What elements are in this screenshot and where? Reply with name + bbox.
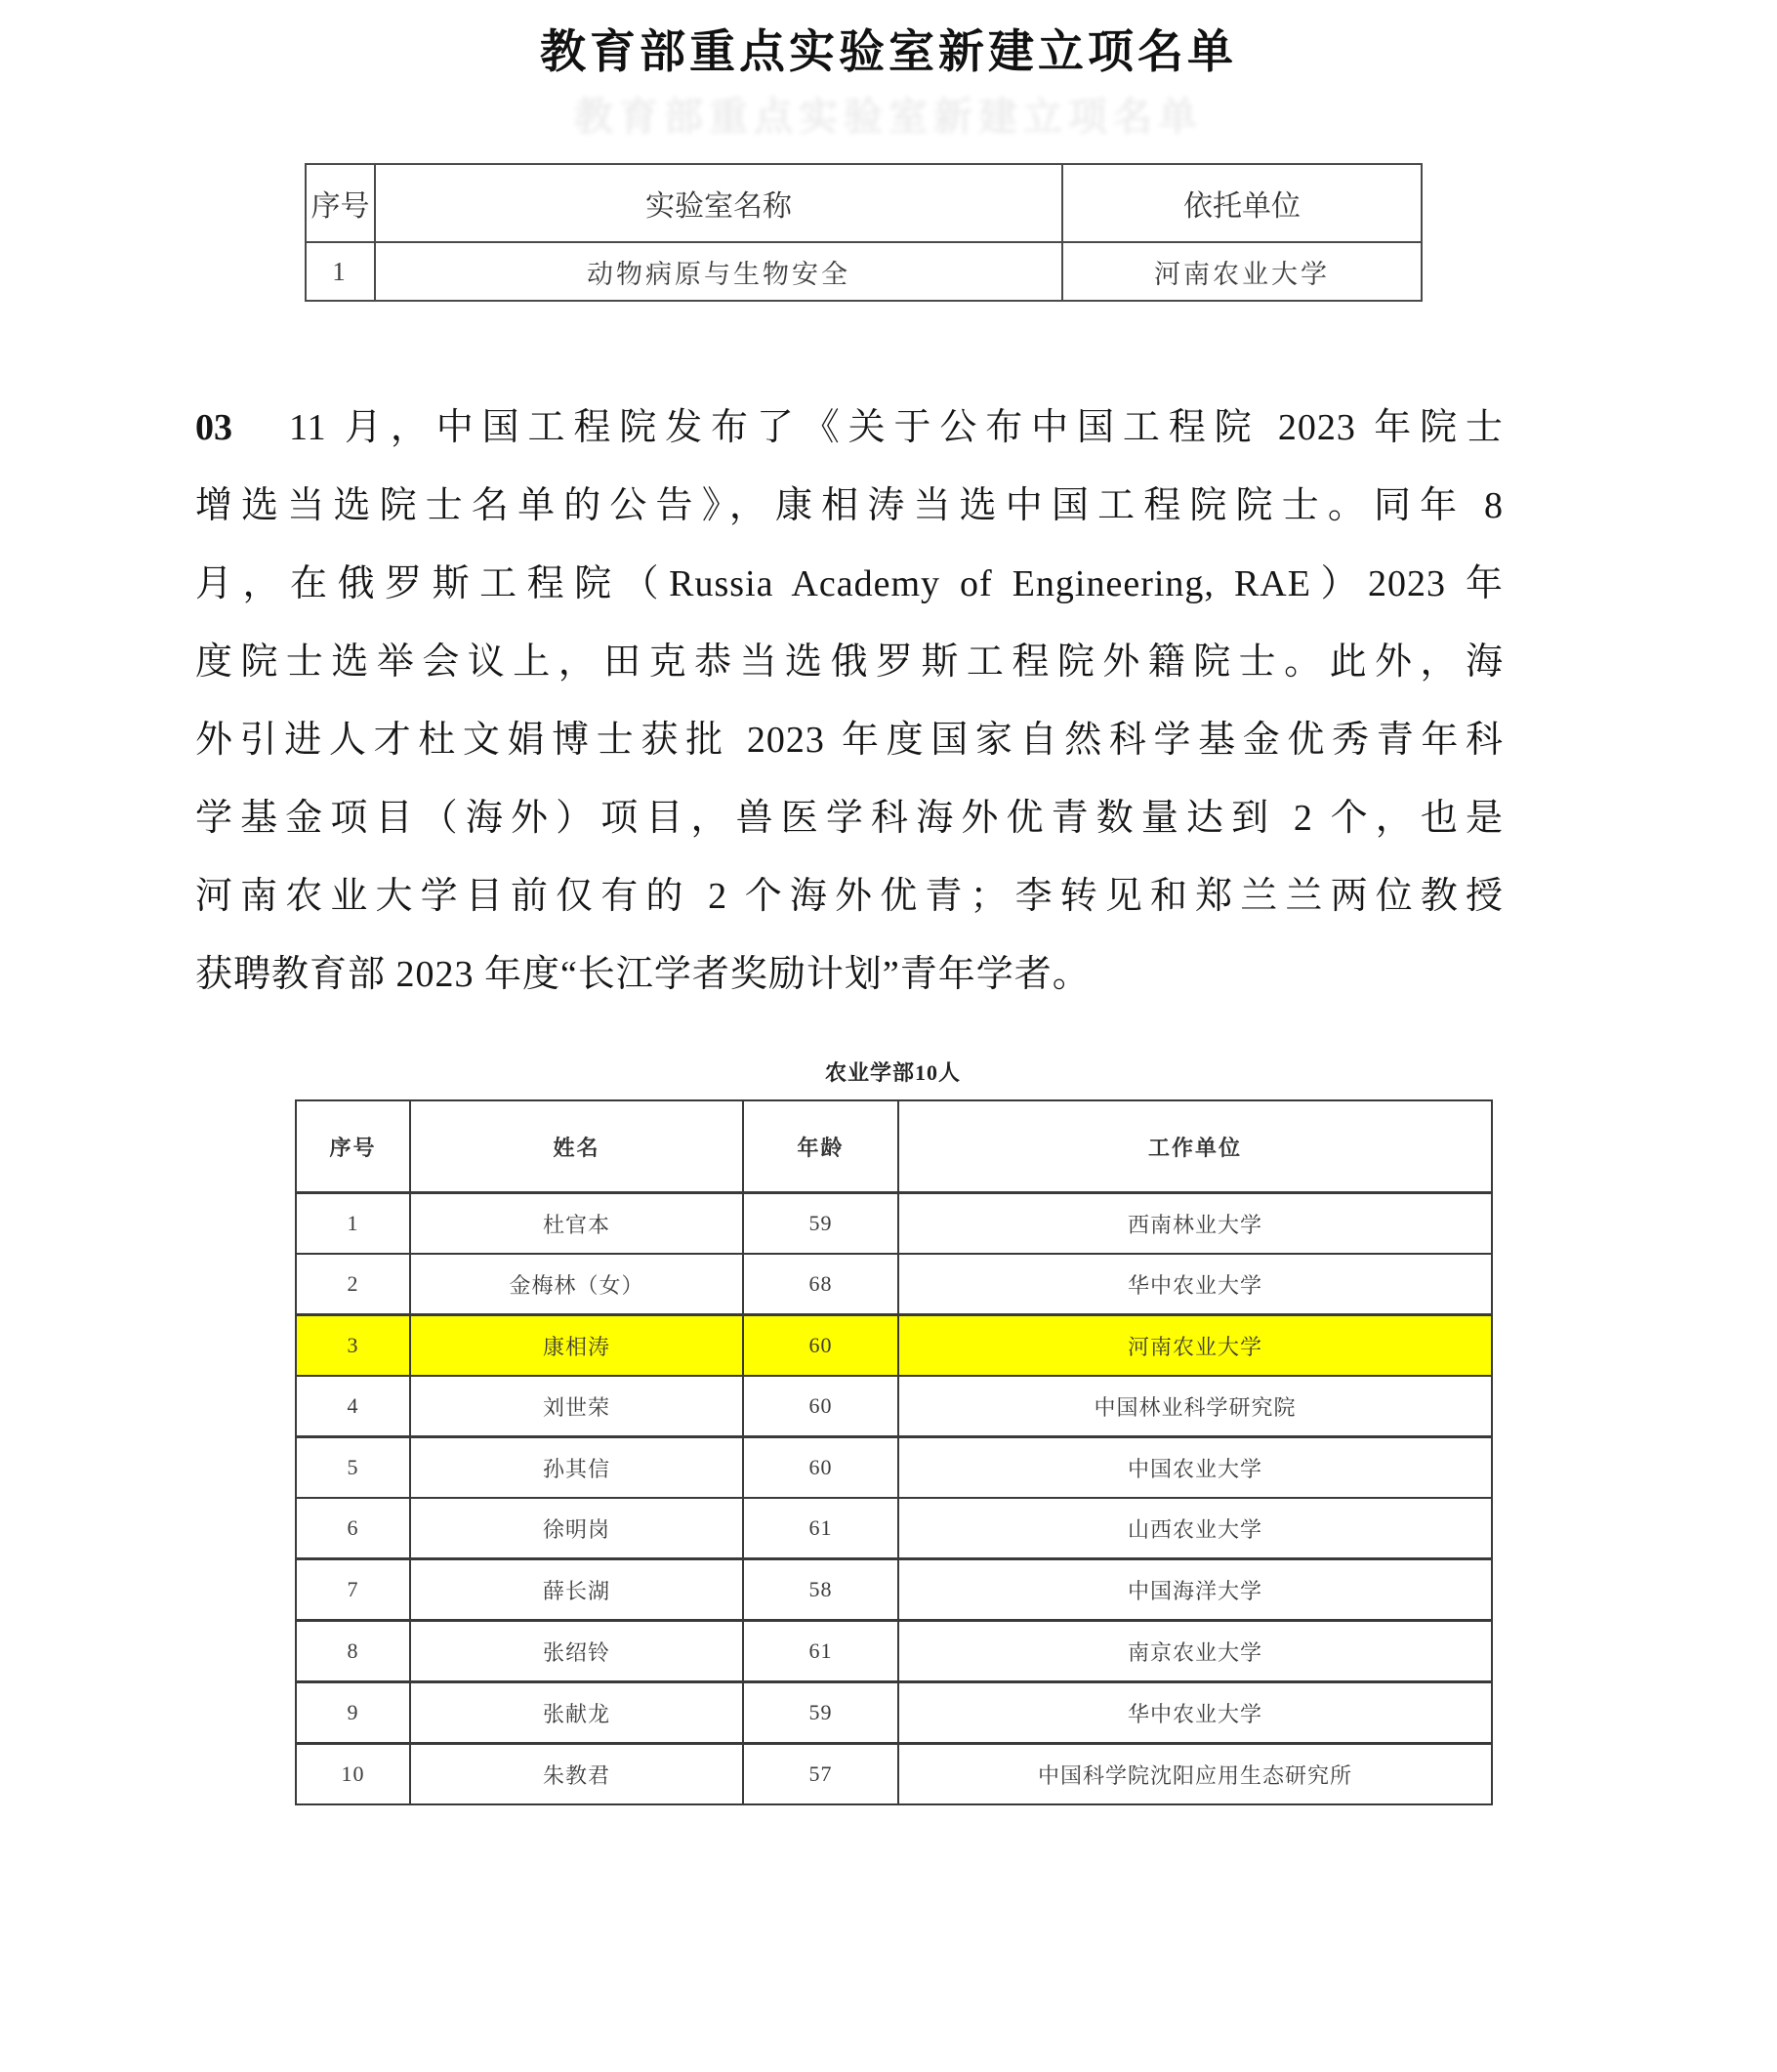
- members-header-age: 年龄: [743, 1100, 898, 1193]
- cell-no: 10: [296, 1744, 410, 1805]
- page-title: 教育部重点实验室新建立项名单: [540, 25, 1237, 77]
- body-paragraph: [195, 389, 1504, 1014]
- table-row: [296, 1744, 1492, 1805]
- members-header-row: [296, 1100, 1492, 1193]
- lab-cell-name: 动物病原与生物安全: [375, 242, 1062, 301]
- members-table-caption: 农业学部10人: [824, 1060, 961, 1085]
- paragraph-line: 度院士选举会议上，田克恭当选俄罗斯工程院外籍院士。此外，海: [195, 642, 1504, 683]
- section-number: 03: [195, 407, 232, 448]
- table-row: [296, 1621, 1492, 1682]
- cell-age: 57: [743, 1744, 898, 1805]
- cell-age: 58: [743, 1559, 898, 1621]
- paragraph-text: 11 月，中国工程院发布了《关于公布中国工程院 2023 年院士: [289, 407, 1504, 448]
- cell-age: 61: [743, 1498, 898, 1559]
- paragraph-line: 河南农业大学目前仅有的 2 个海外优青；李转见和郑兰兰两位教授: [195, 876, 1504, 917]
- members-header-name: 姓名: [410, 1100, 743, 1193]
- cell-name: 朱教君: [410, 1744, 743, 1805]
- cell-no: 4: [296, 1376, 410, 1437]
- cell-no: 3: [296, 1315, 410, 1377]
- members-table: [295, 1099, 1493, 1805]
- cell-age: 68: [743, 1254, 898, 1315]
- paragraph-line: 获聘教育部 2023 年度“长江学者奖励计划”青年学者。: [195, 954, 1091, 995]
- cell-age: 61: [743, 1621, 898, 1682]
- cell-org: 中国海洋大学: [898, 1559, 1492, 1621]
- cell-no: 5: [296, 1437, 410, 1499]
- cell-no: 6: [296, 1498, 410, 1559]
- cell-name: 杜官本: [410, 1193, 743, 1255]
- table-row: [296, 1193, 1492, 1255]
- lab-header-name: 实验室名称: [375, 164, 1062, 242]
- cell-age: 59: [743, 1193, 898, 1255]
- table-row: [296, 1559, 1492, 1621]
- table-row: [296, 1498, 1492, 1559]
- cell-name: 薛长湖: [410, 1559, 743, 1621]
- lab-table: [305, 163, 1423, 302]
- cell-no: 7: [296, 1559, 410, 1621]
- paragraph-line: 增选当选院士名单的公告》，康相涛当选中国工程院院士。同年 8: [195, 485, 1504, 526]
- paragraph-line: 外引进人才杜文娟博士获批 2023 年度国家自然科学基金优秀青年科: [195, 720, 1504, 761]
- cell-no: 2: [296, 1254, 410, 1315]
- cell-name: 张绍铃: [410, 1621, 743, 1682]
- cell-org: 南京农业大学: [898, 1621, 1492, 1682]
- cell-age: 60: [743, 1376, 898, 1437]
- cell-org: 华中农业大学: [898, 1254, 1492, 1315]
- cell-no: 8: [296, 1621, 410, 1682]
- table-row: [296, 1376, 1492, 1437]
- cell-org: 山西农业大学: [898, 1498, 1492, 1559]
- cell-org: 河南农业大学: [898, 1315, 1492, 1377]
- lab-header-org: 依托单位: [1062, 164, 1422, 242]
- cell-no: 9: [296, 1682, 410, 1744]
- paragraph-line: 学基金项目（海外）项目，兽医学科海外优青数量达到 2 个，也是: [195, 798, 1504, 839]
- lab-table-header-row: [306, 164, 1422, 242]
- members-header-no: 序号: [296, 1100, 410, 1193]
- cell-name: 金梅林（女）: [410, 1254, 743, 1315]
- cell-age: 59: [743, 1682, 898, 1744]
- cell-age: 60: [743, 1315, 898, 1377]
- lab-cell-no: 1: [306, 242, 375, 301]
- cell-org: 西南林业大学: [898, 1193, 1492, 1255]
- table-row: [296, 1682, 1492, 1744]
- cell-org: 华中农业大学: [898, 1682, 1492, 1744]
- cell-no: 1: [296, 1193, 410, 1255]
- table-row: [296, 1254, 1492, 1315]
- lab-table-row: [306, 242, 1422, 301]
- cell-org: 中国林业科学研究院: [898, 1376, 1492, 1437]
- cell-name: 徐明岗: [410, 1498, 743, 1559]
- cell-age: 60: [743, 1437, 898, 1499]
- table-row: [296, 1437, 1492, 1499]
- table-row-highlighted: [296, 1315, 1492, 1377]
- paragraph-line: [195, 389, 1504, 467]
- members-header-org: 工作单位: [898, 1100, 1492, 1193]
- cell-name: 张献龙: [410, 1682, 743, 1744]
- cell-name: 刘世荣: [410, 1376, 743, 1437]
- lab-header-no: 序号: [306, 164, 375, 242]
- cell-org: 中国农业大学: [898, 1437, 1492, 1499]
- cell-name: 孙其信: [410, 1437, 743, 1499]
- cell-name: 康相涛: [410, 1315, 743, 1377]
- cell-org: 中国科学院沈阳应用生态研究所: [898, 1744, 1492, 1805]
- lab-cell-org: 河南农业大学: [1062, 242, 1422, 301]
- ghost-title-scan-artifact: 教育部重点实验室新建立项名单: [574, 96, 1203, 139]
- paragraph-line: 月，在俄罗斯工程院（Russia Academy of Engineering, RAE）2023 年: [195, 563, 1504, 604]
